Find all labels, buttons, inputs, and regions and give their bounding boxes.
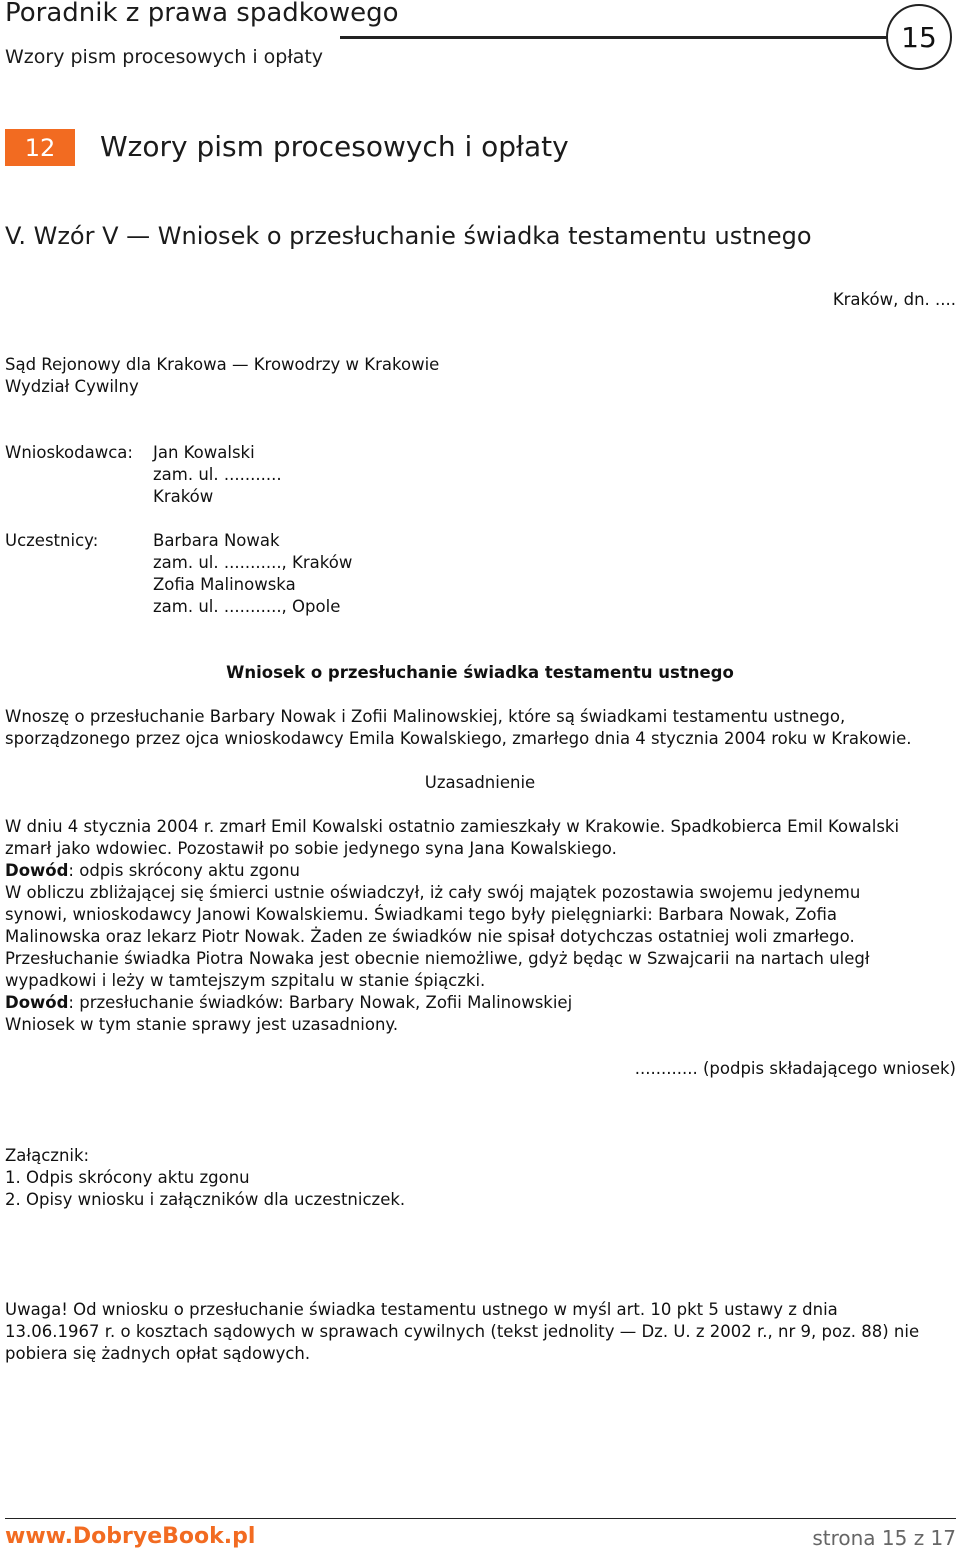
court-division: Wydział Cywilny: [5, 377, 139, 396]
evidence-text: : przesłuchanie świadków: Barbary Nowak, Zofii Malinowskiej: [68, 993, 573, 1012]
motion-body-line: Wnoszę o przesłuchanie Barbary Nowak i Zofii Malinowskiej, które są świadkami testamentu ustnego,: [5, 707, 846, 726]
applicant-label: Wnioskodawca:: [5, 443, 133, 462]
running-header-title: Poradnik z prawa spadkowego: [5, 0, 399, 28]
note-line: 13.06.1967 r. o kosztach sądowych w sprawach cywilnych (tekst jednolity — Dz. U. z 2002 r., nr 9, poz. 88) nie: [5, 1322, 920, 1341]
justification-evidence-line: [5, 860, 300, 882]
participant-1-name: Barbara Nowak: [153, 531, 280, 550]
attachment-item: 2. Opisy wniosku i załączników dla uczestniczek.: [5, 1190, 406, 1209]
justification-line: Wniosek w tym stanie sprawy jest uzasadniony.: [5, 1015, 399, 1034]
motion-body-line: sporządzonego przez ojca wnioskodawcy Emila Kowalskiego, zmarłego dnia 4 stycznia 2004 roku w Krakowie.: [5, 729, 912, 748]
chapter-title: Wzory pism procesowych i opłaty: [100, 130, 569, 163]
justification-line: Przesłuchanie świadka Piotra Nowaka jest obecnie niemożliwe, gdyż będąc w Szwajcarii na nartach uległ: [5, 949, 870, 968]
applicant-city: Kraków: [153, 487, 214, 506]
footer-divider: [5, 1518, 956, 1519]
running-header-subtitle: Wzory pism procesowych i opłaty: [5, 46, 324, 68]
footer-page-info: strona 15 z 17: [812, 1526, 956, 1550]
justification-line: W obliczu zbliżającej się śmierci ustnie oświadczył, iż cały swój majątek pozostawia swojemu jedynemu: [5, 883, 861, 902]
header-divider: [340, 36, 888, 39]
applicant-name: Jan Kowalski: [153, 443, 255, 462]
participant-2-address: zam. ul. ..........., Opole: [153, 597, 341, 616]
evidence-label: Dowód: [5, 993, 69, 1012]
signature-line: ............ (podpis składającego wniosek): [634, 1059, 956, 1078]
participant-1-address: zam. ul. ..........., Kraków: [153, 553, 353, 572]
note-line: pobiera się żadnych opłat sądowych.: [5, 1344, 311, 1363]
evidence-text: : odpis skrócony aktu zgonu: [68, 861, 300, 880]
justification-line: wypadkowi i leży w tamtejszym szpitalu w stanie śpiączki.: [5, 971, 486, 990]
chapter-number-badge: 12: [5, 129, 75, 166]
place-date: Kraków, dn. ....: [832, 290, 956, 309]
justification-line: zmarł jako wdowiec. Pozostawił po sobie jedynego syna Jana Kowalskiego.: [5, 839, 617, 858]
attachment-item: 1. Odpis skrócony aktu zgonu: [5, 1168, 250, 1187]
justification-line: Malinowska oraz lekarz Piotr Nowak. Żaden ze świadków nie spisał dotychczas ostatniej woli zmarłego.: [5, 927, 855, 946]
evidence-label: Dowód: [5, 861, 69, 880]
attachments-label: Załącznik:: [5, 1146, 90, 1165]
justification-title: Uzasadnienie: [424, 773, 536, 792]
page-number-badge: 15: [886, 4, 952, 70]
footer-site-link[interactable]: www.DobryeBook.pl: [5, 1524, 256, 1549]
participants-label: Uczestnicy:: [5, 531, 99, 550]
section-title: V. Wzór V — Wniosek o przesłuchanie świadka testamentu ustnego: [5, 222, 812, 250]
motion-title: Wniosek o przesłuchanie świadka testamentu ustnego: [226, 663, 734, 682]
justification-line: synowi, wnioskodawcy Janowi Kowalskiemu. Świadkami tego były pielęgniarki: Barbara Nowak, Zofia: [5, 905, 837, 924]
applicant-address: zam. ul. ...........: [153, 465, 282, 484]
justification-evidence-line: [5, 992, 572, 1014]
note-line: Uwaga! Od wniosku o przesłuchanie świadka testamentu ustnego w myśl art. 10 pkt 5 ustawy z dnia: [5, 1300, 838, 1319]
participant-2-name: Zofia Malinowska: [153, 575, 296, 594]
justification-line: W dniu 4 stycznia 2004 r. zmarł Emil Kowalski ostatnio zamieszkały w Krakowie. Spadkobierca Emil Kowalski: [5, 817, 900, 836]
court-name: Sąd Rejonowy dla Krakowa — Krowodrzy w Krakowie: [5, 355, 440, 374]
